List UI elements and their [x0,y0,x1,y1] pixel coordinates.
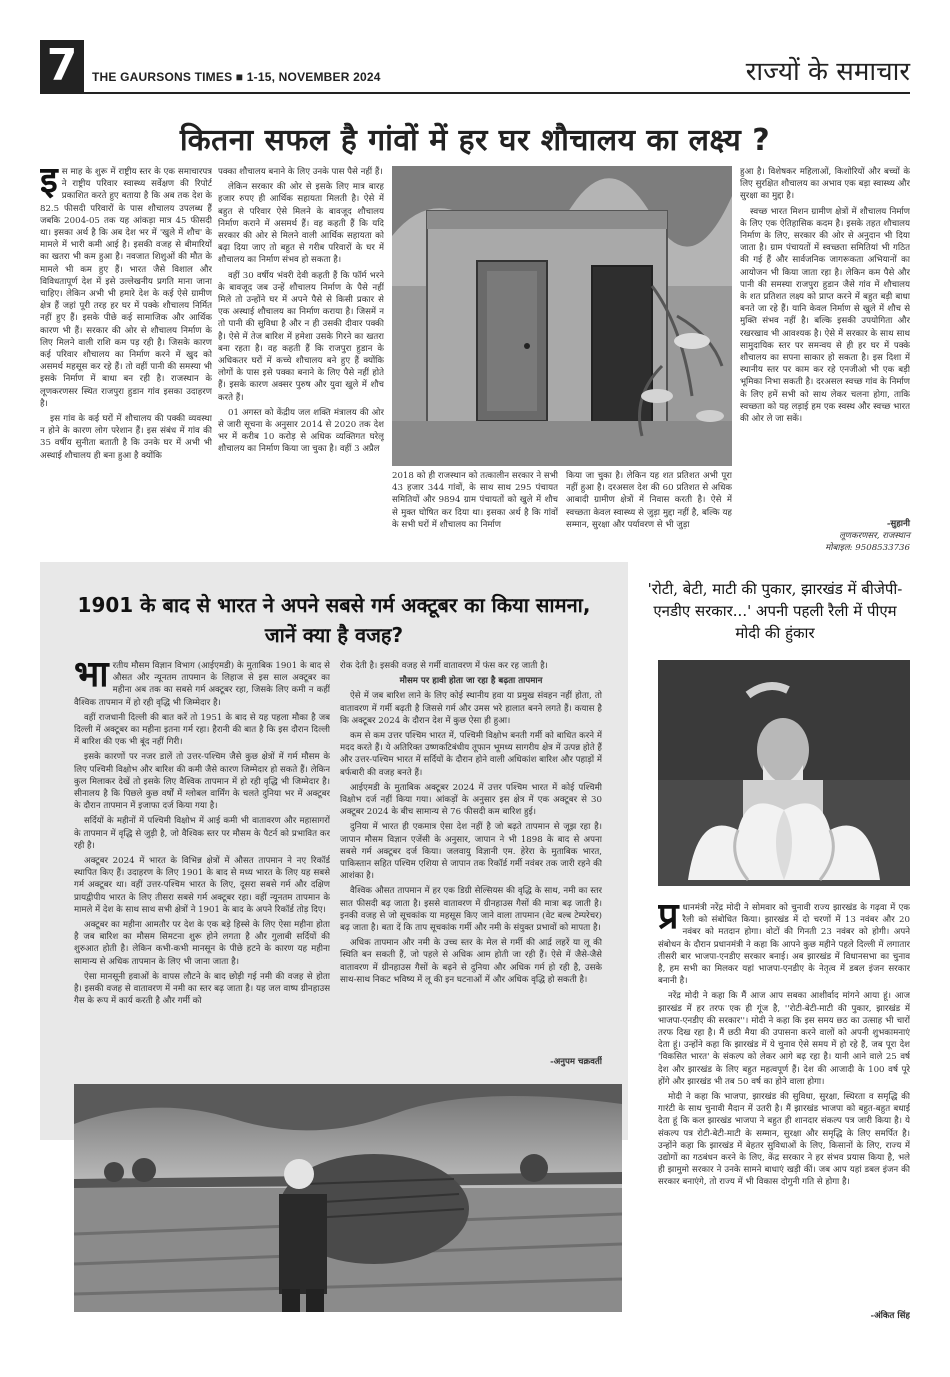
story2-paragraph: अक्टूबर 2024 में भारत के विभिन्न क्षेत्रों में औसत तापमान ने नए रिकॉर्ड स्थापित किए हैं। उदाहरण के लिए 1901 के बाद से मध्य भारत के लिए यह सबसे गर्म अक्टूबर था। वहीं उत्तर-पश्चिम भारत के लिए, दूसरा सबसे गर्म और दक्षिण प्रायद्वीपीय भारत के लिए तीसरा सबसे गर्म अक्टूबर रहा। वहीं न्यूनतम तापमान के मामले में देश के साथ साथ सभी क्षेत्रों ने 1901 के बाद के अपने रिकॉर्ड तोड़ दिए। [74,856,330,915]
story2-paragraph: आईएमडी के मुताबिक अक्टूबर 2024 में उत्तर पश्चिम भारत में कोई पश्चिमी विक्षोभ दर्ज नहीं किया गया। आंकड़ों के अनुसार इस क्षेत्र में एक अक्टूबर से 30 अक्टूबर 2024 के बीच सामान्य से 76 फीसदी कम बारिश हुई। [340,782,602,818]
story2-paragraph: अधिक तापमान और नमी के उच्च स्तर के मेल से गर्मी की आर्द्र लहरें या लू की स्थिति बन सकती हैं, जो पहले से अधिक आम होती जा रही हैं। ऐसे में जैसे-जैसे वातावरण में ग्रीनहाउस गैसों के बढ़ने से दुनिया और अधिक गर्म हो रही है, उसके साथ-साथ निकट भविष्य में लू की इन घटनाओं में और अधिक वृद्धि हो सकती है। [340,938,602,985]
story1-column-3 [392,470,558,556]
story2-paragraph: रोक देती है। इसकी वजह से गर्मी वातावरण में फंस कर रह जाती है। [340,661,548,671]
story2-paragraph: कम से कम उत्तर पश्चिम भारत में, पश्चिमी विक्षोभ बनती गर्मी को बाधित करने में मदद करते हैं। ये अतिरिक्त उष्णकटिबंधीय तूफान भूमध्य सागरीय क्षेत्र में उत्पन्न होते हैं और उत्तर-पश्चिम भारत में सर्दियों के दौरान होने वाली अधिकांश बारिश और पहाड़ों में बर्फबारी की वजह बनते हैं। [340,731,602,778]
story1-column-2 [218,166,384,556]
header-rule [40,92,910,94]
story1-paragraph: इस गांव के कई घरों में शौचालय की पक्की व्यवस्था न होने के कारण लोग परेशान हैं। इस संबंध में गांव की 35 वर्षीय सुनीता बताती है कि उनके घर में अभी भी अस्थाई शौचालय ही बना हुआ है क्योंकि [40,414,212,461]
story1-dropcap: इ [40,166,58,201]
story2-headline: 1901 के बाद से भारत ने अपने सबसे गर्म अक्टूबर का किया सामना, जानें क्या है वजह? [77,593,591,647]
story2-column-2 [340,660,602,1054]
masthead: THE GAURSONS TIMES ■ 1-15, NOVEMBER 2024 [92,70,381,84]
story1-column-1 [40,166,212,556]
story2-paragraph: इसके कारणों पर नजर डालें तो उत्तर-पश्चिम जैसे कुछ क्षेत्रों में गर्म मौसम के लिए पश्चिमी विक्षोभ और बारिश की कमी जैसे कारण जिम्मेदार हो सकते हैं। लेकिन कुल मिलाकर देखें तो इसके लिए वैश्विक तापमान में हो रही वृद्धि भी जिम्मेदार है। सीनालय है कि पिछले कुछ वर्षों में ग्लोबल वार्मिंग के चलते दुनिया भर में अक्टूबर के दौरान तापमान में इजाफा दर्ज किया गया है। [74,752,330,812]
story1-paragraph: 2018 को ही राजस्थान को तत्कालीन सरकार ने सभी 43 हजार 344 गांवों, के साथ साथ 295 पंचायत समितियों और 9894 ग्राम पंचायतों को खुले में शौच से मुक्त घोषित कर दिया था। इसका अर्थ है कि गांवों के सभी घरों में शौचालय का निर्माण [392,471,558,530]
story2-dropcap: भा [74,660,109,695]
story1-headline: कितना सफल है गांवों में हर घर शौचालय का लक्ष्य ? [179,123,771,158]
story2-paragraph: ऐसा मानसूनी हवाओं के वापस लौटने के बाद छोड़ी गई नमी की वजह से होता है। इसकी वजह से वातावरण में नमी का स्तर बढ़ जाता है। यह जल वाष्प ग्रीनहाउस गैस के रूप में कार्य करती है और गर्मी को [74,971,330,1007]
story1-paragraph: स्वच्छ भारत मिशन ग्रामीण क्षेत्रों में शौचालय निर्माण के लिए एक ऐतिहासिक कदम है। इसके तहत शौचालय निर्माण के लिए, सरकार की ओर से अनुदान भी दिया जाता है। ग्राम पंचायतों में स्वच्छता समितियां भी गठित की गई हैं और सार्वजनिक जागरूकता अभियानों का आयोजन भी किया जाता रहा है। लेकिन कम पैसे और पानी की समस्या राजपुरा हुडान जैसे गांव में शौचालय के शत प्रतिशत लक्ष्य को प्राप्त करने में बहुत बड़ी बाधा बनते जा रहे हैं। यानि केवल निर्माण से खुले में शौच से मुक्ति संभव नहीं है। बल्कि इसकी उपयोगिता और रखरखाव भी आवश्यक है। ऐसे में सरकार के साथ साथ सामुदायिक स्तर पर समन्वय से ही हर घर में पक्के शौचालय का सपना साकार हो सकता है। इस दिशा में स्थानीय स्तर पर काम कर रहे एनजीओ भी एक बड़ी भूमिका निभा सकती है। दरअसल स्वच्छ गांव के निर्माण के लिए हमें सभी को साथ लेकर चलना होगा, ताकि स्वच्छता को यह लड़ाई हम एक स्वस्थ और स्वच्छ भारत की ओर ले जा सकें। [740,206,910,425]
farmer-photo-illustration [74,1084,622,1312]
story3-paragraph: नरेंद्र मोदी ने कहा कि मैं आज आप सबका आशीर्वाद मांगने आया हूं। आज झारखंड में हर तरफ एक ही गूंज है, ''रोटी-बेटी-माटी की पुकार, झारखंड में भाजपा-एनडीए की सरकार''। मोदी ने कहा कि इस समय छठ का उत्साह भी चारों तरफ दिख रहा है। मैं छठी मैया की उपासना करने वालों को अपनी शुभकामनाएं देता हूं। उन्होंने कहा कि झारखंड में ये चुनाव ऐसे समय में हो रहे हैं, जब पूरा देश 'विकसित भारत' के संकल्प को लेकर आगे बढ़ रहा है। यानी आने वाले 25 वर्ष देश और झारखंड के लिए बहुत महत्वपूर्ण हैं। देश की आजादी के 100 वर्ष पूरे होंगे और झारखंड भी तब 50 वर्ष का होने वाला होगा। [658,991,910,1087]
story1-paragraph: स माह के शुरू में राष्ट्रीय स्तर के एक समाचारपत्र ने राष्ट्रीय परिवार स्वास्थ्य सर्वेक्षण की रिपोर्ट प्रकाशित करते हुए बताया है कि अब तक देश के 82.5 फीसदी परिवारों के पास शौचालय उपलब्ध हैं जबकि 2004-05 तक यह आंकड़ा मात्र 45 फीसदी था। इसका अर्थ है कि अब देश भर में 'खुले में शौच' के मामले में भारी कमी आई है। इसकी वजह से बीमारियों का खतरा भी कम हुआ है। नवजात शिशुओं की मौत के मामले भी कम हुए हैं। भारत जैसे विशाल और विविधतापूर्ण देश में इसे उल्लेखनीय प्रगति माना जाना चाहिए। लेकिन अभी भी हमारे देश के कई ऐसे ग्रामीण क्षेत्र हैं जहां पूरी तरह हर घर में पक्के शौचालय निर्मित नहीं हुए हैं। इसके पीछे कई सामाजिक और आर्थिक कारण भी हैं। सरकार की ओर से शौचालय निर्माण के लिए मिलने वाली राशि कम पड़ रही है। जिसके कारण कई परिवार शौचालय का निर्माण करने में खुद को असमर्थ महसूस कर रहे हैं। तो वहीं पानी की समस्या भी इसके निर्माण में बाधा बन रही है। राजस्थान के लूणकरणसर स्थित राजपुरा हुडान गांव इसका उदाहरण है। [40,167,212,409]
toilet-photo-illustration [392,166,732,466]
story1-column-5 [740,166,910,516]
story2-paragraph: वैश्विक औसत तापमान में हर एक डिग्री सेल्सियस की वृद्धि के साथ, नमी का स्तर सात फीसदी बढ़ जाता है। इससे वातावरण में ग्रीनहाउस गैसों की मात्रा बढ़ जाती है। इनकी वजह से जो सूचकांक या महसूस किए जाने वाला तापमान (वेट बल्ब टेम्परेचर) बढ़ जाता है। बता दें कि ताप सूचकांक गर्मी और नमी के संयुक्त प्रभावों को मापता है। [340,886,602,934]
story3-paragraph: धानमंत्री नरेंद्र मोदी ने सोमवार को चुनावी राज्य झारखंड के गढ़वा में एक रैली को संबोधित किया। झारखंड में दो चरणों में 13 नवंबर और 20 नवंबर को मतदान होगा। वोटों की गिनती 23 नवंबर को होगी। अपने संबोधन के दौरान प्रधानमंत्री ने कहा कि आपने कुछ महीने पहले दिल्ली में लगातार तीसरी बार भाजपा-एनडीए सरकार बनाई। अब झारखंड में विधानसभा का चुनाव है, हम सभी का मिलकर यहां भाजपा-एनडीए के नेतृत्व में डबल इंजन सरकार बनानी है। [658,903,910,987]
story3-body [658,902,910,1306]
story3-paragraph: मोदी ने कहा कि भाजपा, झारखंड की सुविधा, सुरक्षा, स्थिरता व समृद्धि की गारंटी के साथ चुनावी मैदान में उतरी है। मैं झारखंड भाजपा को बहुत-बहुत बधाई देता हूं कि कल झारखंड भाजपा ने बहुत ही शानदार संकल्प पत्र जारी किया है। ये संकल्प पत्र रोटी-बेटी-माटी के सम्मान, सुरक्षा और समृद्धि के लिए समर्पित है। उन्होंने कहा कि झारखंड में बेहतर सुविधाओं के लिए, किसानों के लिए, राज्य में उद्योगों का गठबंधन करने के लिए, केंद्र सरकार ने हर संभव प्रयास किया है, भले ही झामुमो सरकार ने उनके सामने बाधाएं खड़ी कीं। जब आप यहां डबल इंजन की सरकार बनाएंगे, तो राज्य में भी विकास दोगुनी गति से होगा है। [658,1092,910,1188]
story3-headline: 'रोटी, बेटी, माटी की पुकार, झारखंड में बीजेपी-एनडीए सरकार...' अपनी पहली रैली में पीएम मोदी की हुंकार [647,580,903,642]
story3-dropcap: प्र [658,902,679,937]
story2-paragraph: सर्दियों के महीनों में पश्चिमी विक्षोभ में आई कमी भी वातावरण और महासागरों के तापमान में वृद्धि से जुड़ी है, जो वैश्विक स्तर पर मौसम के पैटर्न को प्रभावित कर रही है। [74,816,330,851]
story2-paragraph: ऐसे में जब बारिश लाने के लिए कोई स्थानीय हवा या प्रमुख संवहन नहीं होता, तो वातावरण में गर्मी बढ़ती है जिससे गर्म और उमस भरे हालात बनने लगते हैं। कयास है कि अक्टूबर 2024 के दौरान देश में कुछ ऐसा ही हुआ। [340,691,602,726]
toilet-photo [392,166,732,466]
story1-paragraph: वहीं 30 वर्षीय भंवरी देवी कहती हैं कि फॉर्म भरने के बावजूद जब उन्हें शौचालय निर्माण के पैसे नहीं मिले तो उन्होंने घर में अपने पैसे से किसी प्रकार से एक अस्थाई शौचालय का निर्माण कराया है। जिसमें न तो पानी की सुविधा है और न ही उसकी दीवार पक्की है। ऐसे में तेज बारिश में हमेशा उसके गिरने का खतरा बना रहता है। वह कहती हैं कि राजपुरा हुडान के अधिकतर घरों में कच्चे शौचालय बने हुए हैं क्योंकि लोगों के पास इसे पक्का बनाने के लिए पैसे नहीं होते हैं। इसके कारण अक्सर पुरुष और युवा खुले में शौच करते हैं। [218,270,384,403]
story2-paragraph: दुनिया में भारत ही एकमात्र ऐसा देश नहीं है जो बढ़ते तापमान से जूझ रहा है। जापान मौसम विज्ञान एजेंसी के अनुसार, जापान ने भी 1898 के बाद से अपना सबसे गर्म अक्टूबर दर्ज किया। जलवायु विज्ञानी एम. हेरेरा के मुताबिक भारत, पाकिस्तान सहित पश्चिम एशिया से जापान तक रिकॉर्ड गर्मी नवंबर तक जारी रहने की आशंका है। [340,822,602,882]
rally-photo-illustration [658,660,910,886]
rally-photo [658,660,910,886]
story1-paragraph: 01 अगस्त को केंद्रीय जल शक्ति मंत्रालय की ओर से जारी सूचना के अनुसार 2014 से 2020 तक देश भर में करीब 10 करोड़ से अधिक व्यक्तिगत घरेलू शौचालय का निर्माण किया जा चुका है। वहीं 3 अप्रैल [218,407,384,455]
story1-paragraph: पक्का शौचालय बनाने के लिए उनके पास पैसे नहीं हैं। [218,167,383,177]
section-title: राज्यों के समाचार [745,57,910,87]
story2-paragraph: रतीय मौसम विज्ञान विभाग (आईएमडी) के मुताबिक 1901 के बाद से औसत और न्यूनतम तापमान के लिहाज से इस साल अक्टूबर का महीना अब तक का सबसे गर्म अक्टूबर रहा, जिसके लिए कमी न कहीं वैश्विक तापमान में हो रही वृद्धि भी जिम्मेदार है। [74,661,330,708]
story2-column-1 [74,660,330,1066]
story2-byline: -अनुपम चक्रवर्ती [550,1057,602,1067]
farmer-photo [74,1084,622,1312]
story1-mobile: मोबाइल: 9508533736 [825,543,910,554]
story1-paragraph: किया जा चुका है। लेकिन यह शत प्रतिशत अभी पूरा नहीं हुआ है। दरअसल देश की 60 प्रतिशत से अधिक आबादी ग्रामीण क्षेत्रों में निवास करती है। ऐसे में स्वच्छता केवल स्वास्थ्य से जुड़ा मुद्दा नहीं है, बल्कि यह सम्मान, सुरक्षा और पर्यावरण से भी जुड़ा [566,471,732,530]
story1-column-4 [566,470,732,556]
page-number: 7 [40,40,84,92]
story2-paragraph: वहीं राजधानी दिल्ली की बात करें तो 1951 के बाद से यह पहला मौका है जब दिल्ली में अक्टूबर का महीना इतना गर्म रहा। हैरानी की बात है कि इस दौरान दिल्ली में बारिश की एक भी बूंद नहीं गिरी। [74,712,330,748]
story3-byline: -अंकित सिंह [870,1311,910,1321]
story1-paragraph: हुआ है। विशेषकर महिलाओं, किशोरियों और बच्चों के लिए सुरक्षित शौचालय का अभाव एक बड़ा स्वास्थ्य और सुरक्षा का मुद्दा है। [740,167,910,202]
story1-location: लूणकरणसर, राजस्थान [839,531,910,542]
story2-subheading: मौसम पर हावी होता जा रहा है बढ़ता तापमान [399,676,543,687]
story1-paragraph: लेकिन सरकार की ओर से इसके लिए मात्र बारह हजार रुपए ही आर्थिक सहायता मिलती है। ऐसे में बहुत से परिवार ऐसे मिलने के बावजूद शौचालय निर्माण कराने में असमर्थ हैं। वह कहती हैं कि यदि सरकार की ओर से मिलने वाली आर्थिक सहायता को बढ़ा दिया जाए तो बहुत से गरीब परिवारों के घर में शौचालय का निर्माण संभव हो सकता है। [218,182,384,266]
story1-byline [740,518,910,555]
story1-author: -सुहानी [886,519,910,529]
story2-paragraph: अक्टूबर का महीना आमतौर पर देश के एक बड़े हिस्से के लिए ऐसा महीना होता है जब बारिश का मौसम सिमटना शुरू होने लगता है और गुलाबी सर्दियों की शुरुआत होती है। लेकिन कभी-कभी मानसून के पीछे हटने के कारण यह महीना सामान्य से अधिक तापमान के लिए भी जाना जाता है। [74,920,330,967]
